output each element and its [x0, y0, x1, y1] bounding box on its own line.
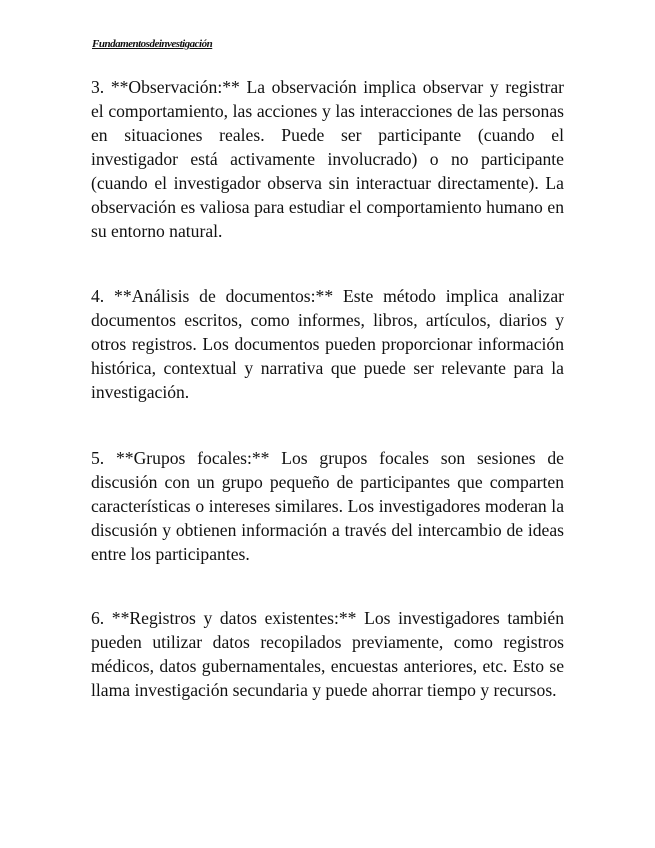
paragraph-registros-datos: 6. **Registros y datos existentes:** Los investigadores también pueden utilizar datos recopilados previamente, como registros médicos, datos gubernamentales, encuestas anteriores, etc. Esto se llama investigación secundaria y puede ahorrar tiempo y recursos. — [91, 608, 564, 700]
paragraph-observacion: 3. **Observación:** La observación implica observar y registrar el comportamiento, las acciones y las interacciones de las personas en situaciones reales. Puede ser participante (cuando el investigador está activamente involucrado) o no participante (cuando el investigador observa sin interactuar directamente). La observación es valiosa para estudiar el comportamiento humano en su entorno natural. — [91, 77, 564, 241]
paragraph-analisis-documentos: 4. **Análisis de documentos:** Este método implica analizar documentos escritos, como informes, libros, artículos, diarios y otros registros. Los documentos pueden proporcionar información histórica, contextual y narrativa que puede ser relevante para la investigación. — [91, 286, 564, 402]
paragraph-grupos-focales: 5. **Grupos focales:** Los grupos focales son sesiones de discusión con un grupo pequeño de participantes que comparten características o intereses similares. Los investigadores moderan la discusión y obtienen información a través del intercambio de ideas entre los participantes. — [91, 448, 564, 564]
running-header: Fundamentosdeinvestigación — [92, 38, 213, 50]
